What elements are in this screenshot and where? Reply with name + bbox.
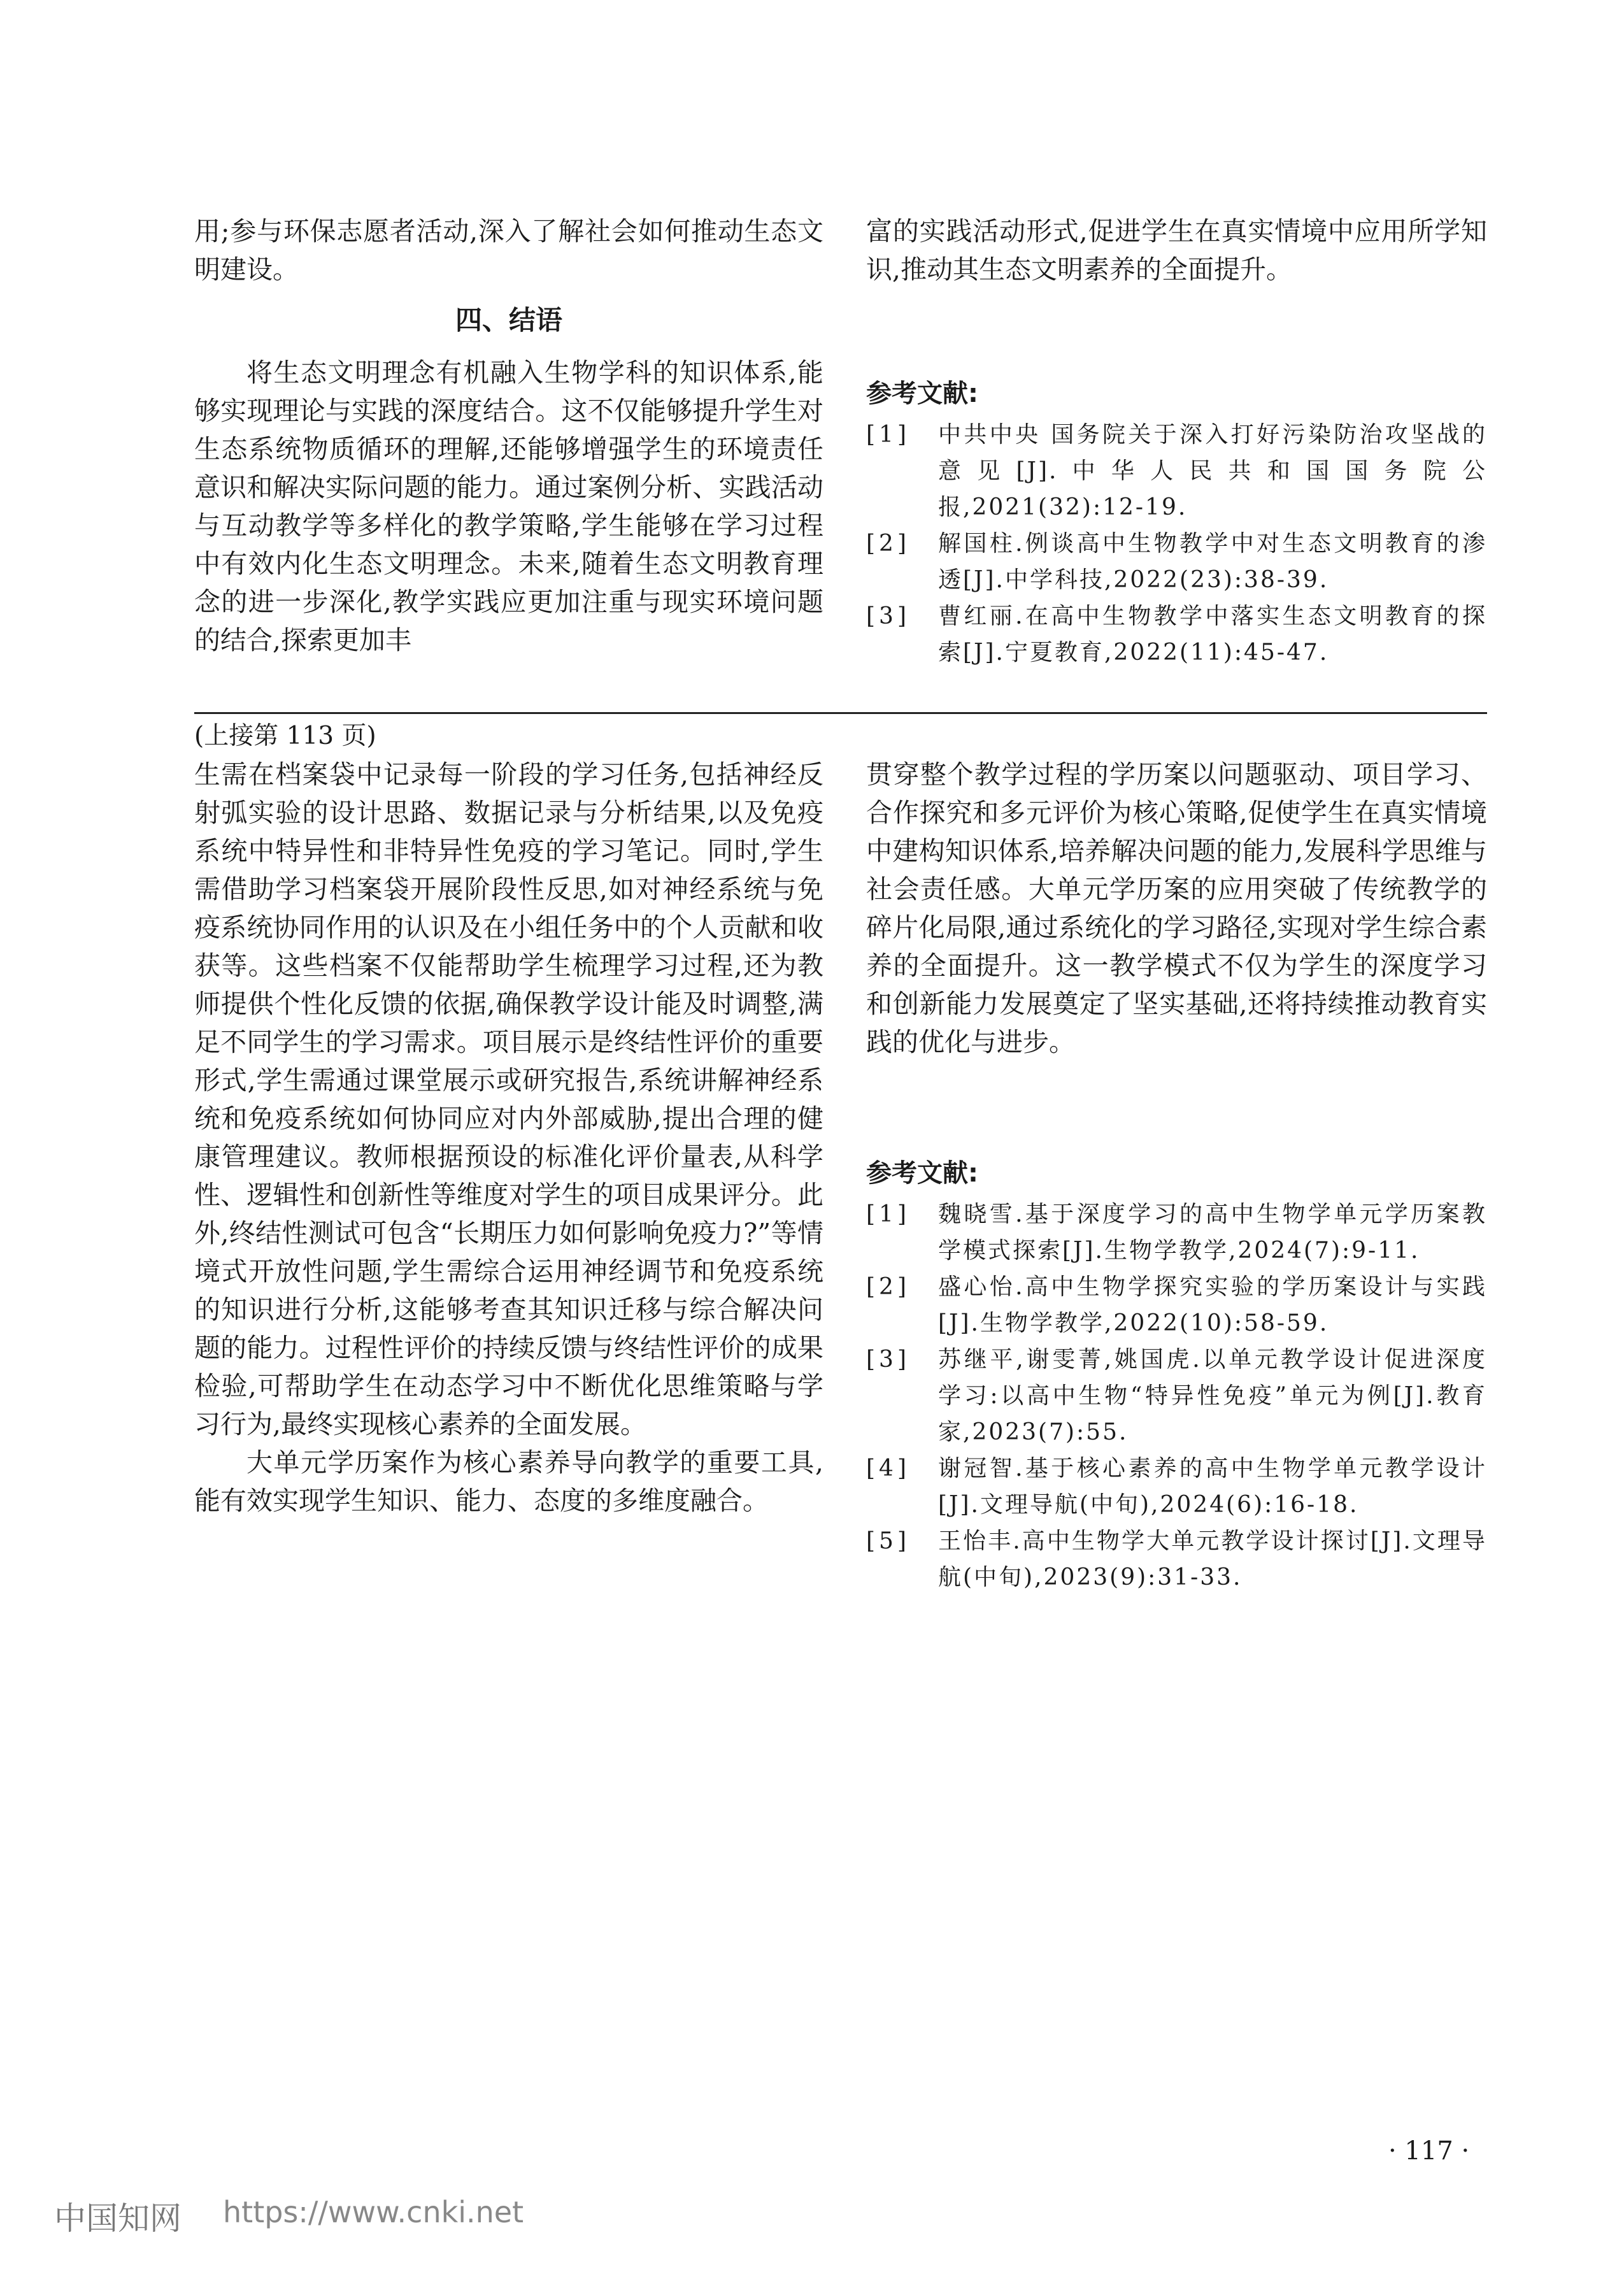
upper-left-column xyxy=(194,212,823,659)
page-number: · 117 · xyxy=(1388,2136,1470,2166)
upper-left-paragraph-1: 用;参与环保志愿者活动,深入了解社会如何推动生态文明建设。 xyxy=(194,216,823,285)
lower-left-paragraph-1: 生需在档案袋中记录每一阶段的学习任务,包括神经反射弧实验的设计思路、数据记录与分析结果,以及免疫系统中特异性和非特异性免疫的学习笔记。同时,学生需借助学习档案袋开展阶段性反思,如对神经系统与免疫系统协同作用的认识及在小组任务中的个人贡献和收获等。这些档案不仅能帮助学生梳理学习过程,还为教师提供个性化反馈的依据,确保教学设计能及时调整,满足不同学生的学习需求。项目展示是终结性评价的重要形式,学生需通过课堂展示或研究报告,系统讲解神经系统和免疫系统如何协同应对内外部威胁,提出合理的健康管理建议。教师根据预设的标准化评价量表,从科学性、逻辑性和创新性等维度对学生的项目成果评分。此外,终结性测试可包含“长期压力如何影响免疫力?”等情境式开放性问题,学生需综合运用神经调节和免疫系统的知识进行分析,这能够考查其知识迁移与综合解决问题的能力。过程性评价的持续反馈与终结性评价的成果检验,可帮助学生在动态学习中不断优化思维策略与学习行为,最终实现核心素养的全面发展。 xyxy=(194,759,823,1440)
references-title: 参考文献: xyxy=(866,1159,978,1188)
reference-text: 苏继平,谢雯菁,姚国虎.以单元教学设计促进深度学习:以高中生物“特异性免疫”单元为例[J].教育家,2023(7):55. xyxy=(938,1347,1487,1445)
lower-left-column xyxy=(194,755,823,1520)
continued-from-note: (上接第 113 页) xyxy=(194,722,376,750)
reference-text: 魏晓雪.基于深度学习的高中生物学单元学历案教学模式探索[J].生物学教学,2024(7):9-11. xyxy=(938,1201,1487,1264)
reference-text: 王怡丰.高中生物学大单元教学设计探讨[J].文理导航(中旬),2023(9):31-33. xyxy=(938,1528,1487,1590)
upper-left-paragraph-2: 将生态文明理念有机融入生物学科的知识体系,能够实现理论与实践的深度结合。这不仅能够提升学生对生态系统物质循环的理解,还能够增强学生的环境责任意识和解决实际问题的能力。通过案例分析、实践活动与互动教学等多样化的教学策略,学生能够在学习过程中有效内化生态文明理念。未来,随着生态文明教育理念的进一步深化,教学实践应更加注重与现实环境问题的结合,探索更加丰 xyxy=(194,357,823,655)
cnki-watermark-logo: 中国知网 xyxy=(54,2200,182,2237)
lower-references xyxy=(866,1155,1487,1596)
reference-text: 解国柱.例谈高中生物教学中对生态文明教育的渗透[J].中学科技,2022(23):38-39. xyxy=(938,531,1487,593)
references-title: 参考文献: xyxy=(866,379,978,408)
cnki-watermark-url[interactable]: https://www.cnki.net xyxy=(223,2195,524,2229)
lower-right-column xyxy=(866,755,1487,1061)
reference-text: 曹红丽.在高中生物教学中落实生态文明教育的探索[J].宁夏教育,2022(11):45-47. xyxy=(938,603,1487,666)
reference-number: [5] xyxy=(866,1528,910,1554)
reference-item xyxy=(866,525,1487,598)
reference-number: [3] xyxy=(866,603,910,629)
reference-list xyxy=(866,1196,1487,1596)
reference-number: [3] xyxy=(866,1347,910,1373)
reference-item xyxy=(866,1341,1487,1450)
reference-number: [1] xyxy=(866,422,910,448)
upper-right-paragraph-1: 富的实践活动形式,促进学生在真实情境中应用所学知识,推动其生态文明素养的全面提升。 xyxy=(866,216,1487,285)
reference-item xyxy=(866,598,1487,671)
reference-text: 谢冠智.基于核心素养的高中生物学单元教学设计[J].文理导航(中旬),2024(6):16-18. xyxy=(938,1455,1487,1518)
reference-number: [2] xyxy=(866,531,910,557)
reference-number: [2] xyxy=(866,1274,910,1300)
reference-item xyxy=(866,1450,1487,1523)
section-heading-conclusion: 四、结语 xyxy=(455,304,562,336)
reference-list xyxy=(866,417,1487,671)
reference-number: [4] xyxy=(866,1455,910,1482)
section-divider xyxy=(194,712,1487,714)
reference-text: 盛心怡.高中生物学探究实验的学历案设计与实践[J].生物学教学,2022(10):58-59. xyxy=(938,1274,1487,1336)
reference-item xyxy=(866,1196,1487,1269)
reference-item xyxy=(866,417,1487,525)
reference-number: [1] xyxy=(866,1201,910,1227)
reference-item xyxy=(866,1269,1487,1341)
upper-right-column xyxy=(866,212,1487,289)
lower-right-paragraph-1: 贯穿整个教学过程的学历案以问题驱动、项目学习、合作探究和多元评价为核心策略,促使学生在真实情境中建构知识体系,培养解决问题的能力,发展科学思维与社会责任感。大单元学历案的应用突破了传统教学的碎片化局限,通过系统化的学习路径,实现对学生综合素养的全面提升。这一教学模式不仅为学生的深度学习和创新能力发展奠定了坚实基础,还将持续推动教育实践的优化与进步。 xyxy=(866,759,1487,1057)
reference-item xyxy=(866,1523,1487,1596)
reference-text: 中共中央 国务院关于深入打好污染防治攻坚战的意见[J].中华人民共和国国务院公报,2021(32):12-19. xyxy=(938,422,1487,520)
upper-references xyxy=(866,376,1487,671)
lower-left-paragraph-2: 大单元学历案作为核心素养导向教学的重要工具,能有效实现学生知识、能力、态度的多维度融合。 xyxy=(194,1447,823,1516)
